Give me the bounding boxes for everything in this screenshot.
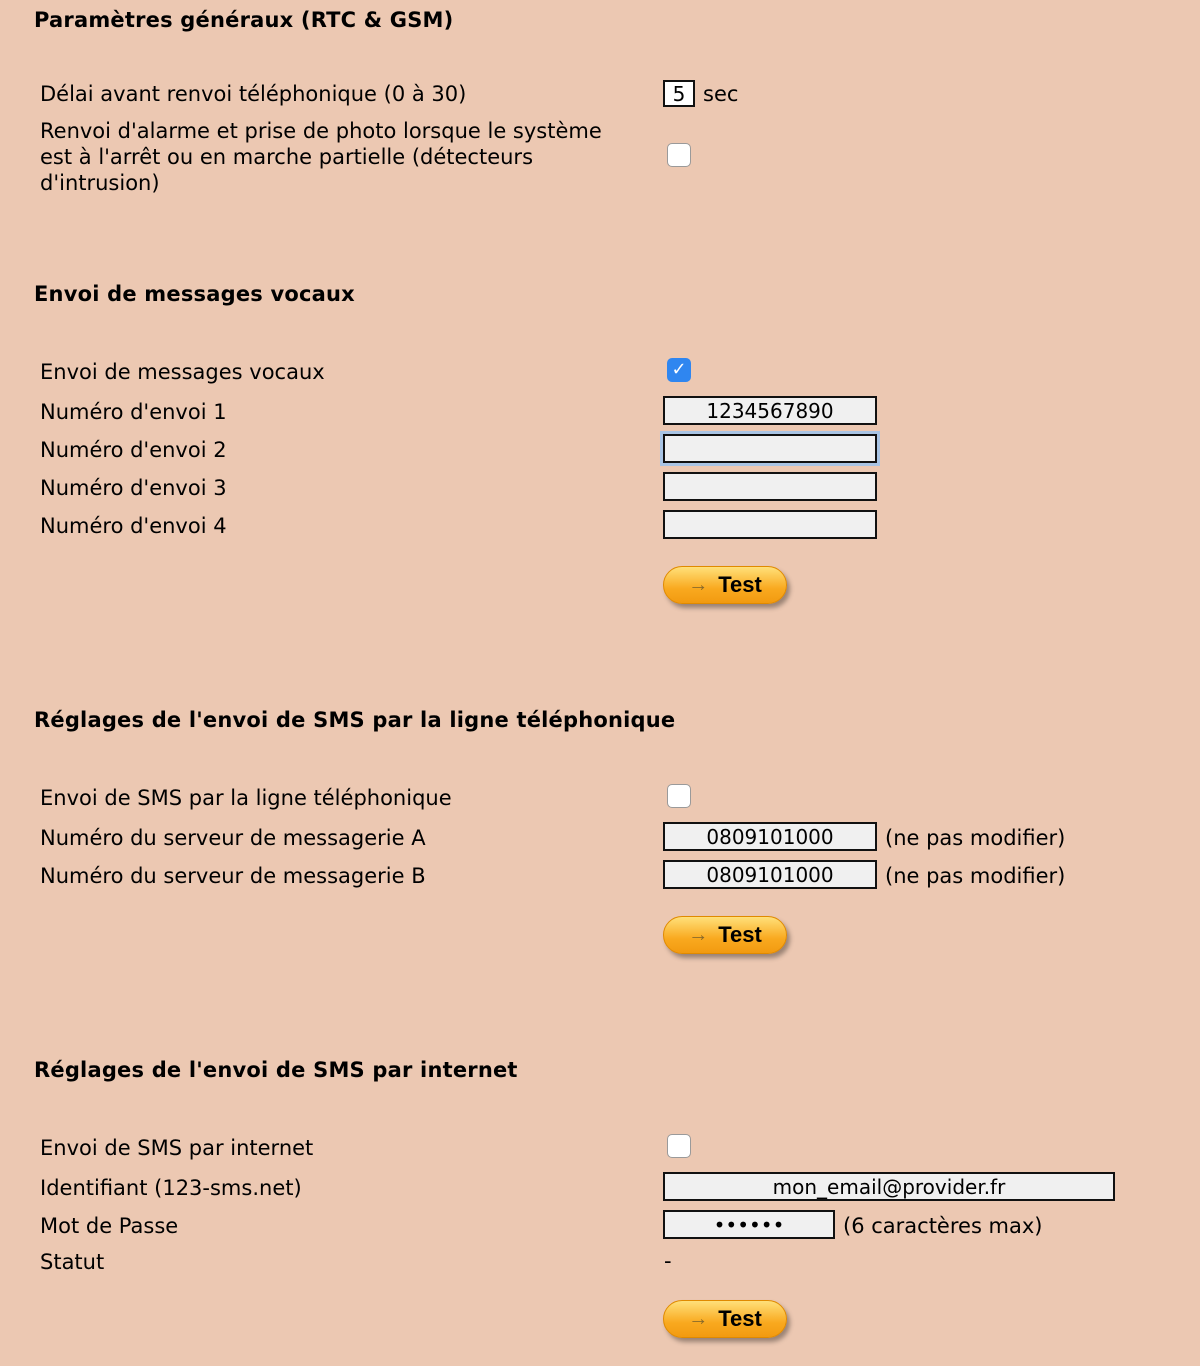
arrow-right-icon: →	[688, 923, 709, 946]
sms-phone-test-label: Test	[718, 922, 762, 947]
check-mark-icon: ✓	[671, 359, 687, 380]
section-title-voice: Envoi de messages vocaux	[34, 282, 355, 306]
status-value: -	[664, 1249, 672, 1273]
status-label: Statut	[40, 1250, 105, 1274]
alarm-label: Renvoi d'alarme et prise de photo lorsque le système est à l'arrêt ou en marche partielle (détecteurs d'intrusion)	[40, 119, 602, 195]
sms-internet-test-button[interactable]	[663, 1300, 787, 1338]
voice-test-button[interactable]	[663, 566, 787, 604]
arrow-right-icon: →	[688, 573, 709, 596]
voice-number-2-input[interactable]	[663, 434, 877, 463]
voice-number-3-label: Numéro d'envoi 3	[40, 476, 227, 500]
alarm-checkbox[interactable]	[667, 143, 691, 167]
server-b-label: Numéro du serveur de messagerie B	[40, 864, 426, 888]
voice-enable-checkbox[interactable]	[667, 358, 691, 382]
server-b-input[interactable]	[663, 860, 877, 889]
delay-input[interactable]	[663, 80, 695, 107]
password-label: Mot de Passe	[40, 1214, 179, 1238]
server-a-input[interactable]	[663, 822, 877, 851]
server-a-label: Numéro du serveur de messagerie A	[40, 826, 426, 850]
arrow-right-icon: →	[688, 1307, 709, 1330]
voice-test-label: Test	[718, 572, 762, 597]
password-input[interactable]	[663, 1210, 835, 1239]
voice-number-3-input[interactable]	[663, 472, 877, 501]
voice-number-2-label: Numéro d'envoi 2	[40, 438, 227, 462]
section-title-general: Paramètres généraux (RTC & GSM)	[34, 8, 454, 32]
identifier-input[interactable]	[663, 1172, 1115, 1201]
voice-number-1-input[interactable]	[663, 396, 877, 425]
voice-number-4-input[interactable]	[663, 510, 877, 539]
delay-unit: sec	[703, 82, 739, 106]
password-note: (6 caractères max)	[843, 1214, 1043, 1238]
voice-number-1-label: Numéro d'envoi 1	[40, 400, 227, 424]
sms-internet-enable-label: Envoi de SMS par internet	[40, 1136, 314, 1160]
sms-internet-test-label: Test	[718, 1306, 762, 1331]
server-b-note: (ne pas modifier)	[885, 864, 1066, 888]
server-a-note: (ne pas modifier)	[885, 826, 1066, 850]
sms-phone-enable-label: Envoi de SMS par la ligne téléphonique	[40, 786, 452, 810]
section-title-sms-phone: Réglages de l'envoi de SMS par la ligne téléphonique	[34, 708, 676, 732]
voice-number-4-label: Numéro d'envoi 4	[40, 514, 227, 538]
voice-enable-label: Envoi de messages vocaux	[40, 360, 325, 384]
delay-label: Délai avant renvoi téléphonique (0 à 30)	[40, 82, 467, 106]
identifier-label: Identifiant (123-sms.net)	[40, 1176, 302, 1200]
sms-phone-enable-checkbox[interactable]	[667, 784, 691, 808]
sms-internet-enable-checkbox[interactable]	[667, 1134, 691, 1158]
sms-phone-test-button[interactable]	[663, 916, 787, 954]
section-title-sms-internet: Réglages de l'envoi de SMS par internet	[34, 1058, 518, 1082]
